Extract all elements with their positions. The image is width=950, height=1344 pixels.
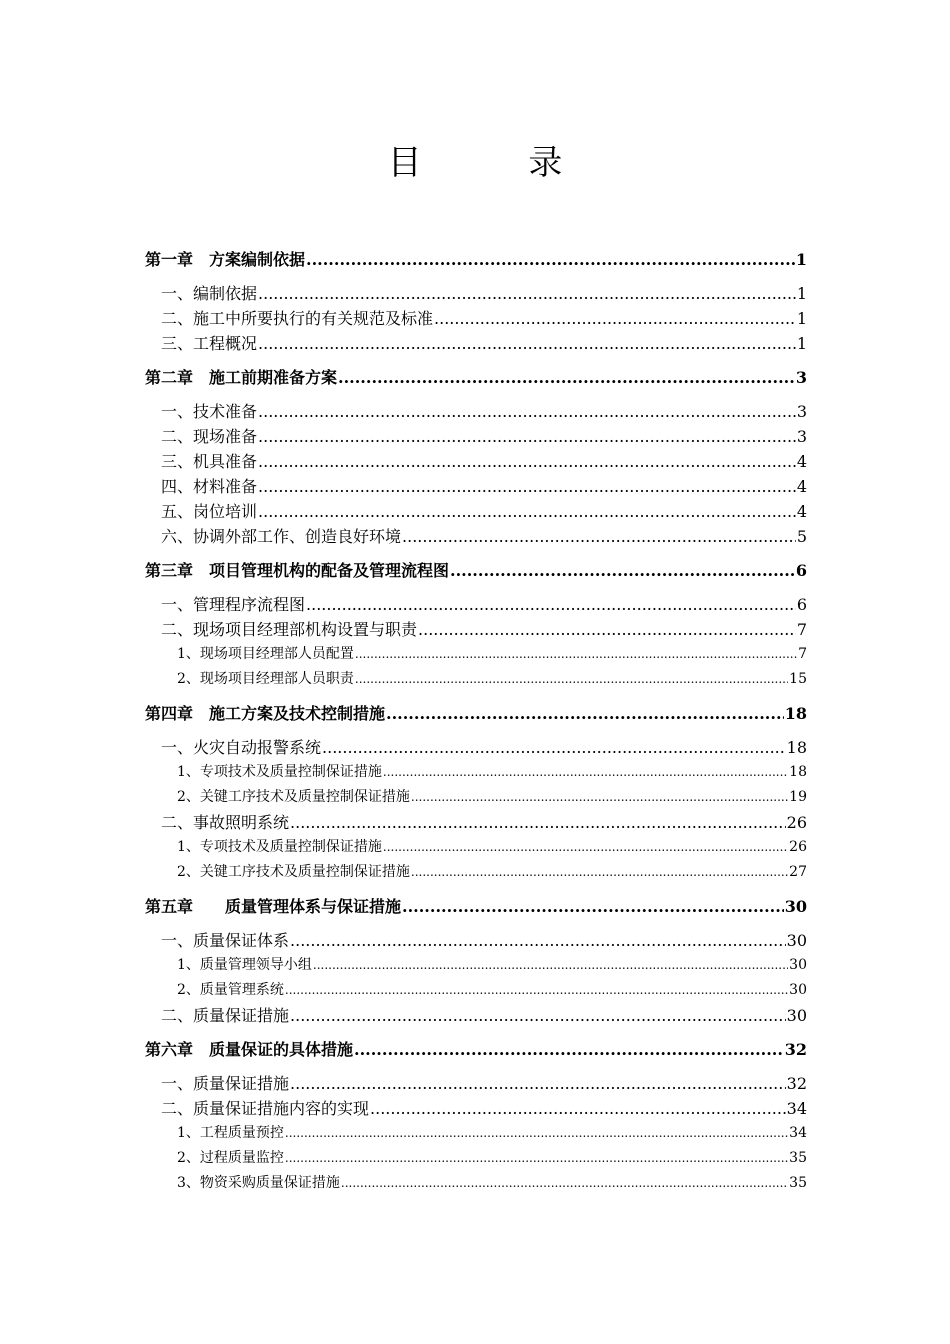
toc-page-number: 32: [784, 1040, 807, 1059]
toc-page-number: 4: [796, 452, 807, 471]
toc-entry[interactable]: [145, 760, 807, 785]
toc-leader-dots: [306, 247, 795, 272]
toc-entry-label: 五、岗位培训: [161, 502, 258, 521]
toc-entry-label: 2、过程质量监控: [177, 1150, 284, 1166]
toc-entry[interactable]: [145, 642, 807, 667]
toc-entry-label: 第四章 施工方案及技术控制措施: [145, 704, 386, 723]
toc-entry[interactable]: [145, 399, 807, 424]
toc-entry-label: 二、现场准备: [161, 427, 258, 446]
toc-entry-label: 2、质量管理系统: [177, 982, 284, 998]
toc-entry[interactable]: [145, 331, 807, 356]
toc-entry[interactable]: [145, 592, 807, 617]
toc-page-number: 35: [789, 1175, 807, 1191]
toc-entry-label: 一、管理程序流程图: [161, 595, 306, 614]
toc-leader-dots: [258, 499, 796, 524]
toc-page-number: 30: [789, 957, 807, 973]
toc-leader-dots: [355, 642, 797, 667]
toc-leader-dots: [434, 306, 796, 331]
toc-entry[interactable]: [145, 810, 807, 835]
toc-page-number: 3: [796, 402, 807, 421]
toc-leader-dots: [258, 281, 796, 306]
toc-leader-dots: [258, 331, 796, 356]
toc-entry[interactable]: [145, 667, 807, 692]
toc-page-number: 5: [796, 527, 807, 546]
toc-entry-label: 三、机具准备: [161, 452, 258, 471]
toc-entry-label: 第五章 质量管理体系与保证措施: [145, 897, 402, 916]
toc-leader-dots: [411, 785, 788, 810]
toc-entry[interactable]: [145, 281, 807, 306]
toc-page-number: 30: [786, 931, 807, 950]
toc-page-number: 32: [786, 1074, 807, 1093]
table-of-contents: [145, 247, 807, 1196]
toc-page-number: 4: [796, 477, 807, 496]
toc-leader-dots: [450, 558, 795, 583]
toc-page-number: 27: [789, 864, 807, 880]
toc-page-number: 3: [795, 368, 807, 387]
toc-leader-dots: [354, 1037, 784, 1062]
toc-entry[interactable]: [145, 860, 807, 885]
toc-entry[interactable]: [145, 474, 807, 499]
toc-entry-label: 3、物资采购质量保证措施: [177, 1175, 340, 1191]
toc-entry[interactable]: [145, 1171, 807, 1196]
toc-entry-label: 2、现场项目经理部人员职责: [177, 671, 354, 687]
toc-page-number: 1: [795, 250, 807, 269]
toc-page-number: 26: [786, 813, 807, 832]
toc-entry[interactable]: [145, 1096, 807, 1121]
toc-leader-dots: [290, 1071, 786, 1096]
toc-page-number: 34: [786, 1099, 807, 1118]
toc-chapter-entry[interactable]: [145, 894, 807, 919]
toc-leader-dots: [313, 953, 788, 978]
toc-entry-label: 六、协调外部工作、创造良好环境: [161, 527, 402, 546]
toc-leader-dots: [285, 1146, 788, 1171]
toc-page-number: 6: [796, 595, 807, 614]
toc-entry-label: 2、关键工序技术及质量控制保证措施: [177, 864, 410, 880]
toc-page-number: 4: [796, 502, 807, 521]
toc-chapter-entry[interactable]: [145, 247, 807, 272]
toc-page-number: 15: [789, 671, 807, 687]
toc-page-number: 30: [789, 982, 807, 998]
toc-entry[interactable]: [145, 1121, 807, 1146]
toc-page-number: 18: [789, 764, 807, 780]
toc-entry-label: 一、质量保证体系: [161, 931, 290, 950]
toc-leader-dots: [383, 835, 788, 860]
toc-page-number: 1: [796, 309, 807, 328]
toc-entry[interactable]: [145, 499, 807, 524]
toc-entry[interactable]: [145, 424, 807, 449]
toc-entry[interactable]: [145, 524, 807, 549]
toc-entry-label: 二、质量保证措施: [161, 1006, 290, 1025]
toc-entry-label: 一、火灾自动报警系统: [161, 738, 322, 757]
toc-page-number: 18: [786, 738, 807, 757]
toc-entry-label: 二、现场项目经理部机构设置与职责: [161, 620, 418, 639]
toc-entry[interactable]: [145, 928, 807, 953]
toc-page-number: 19: [789, 789, 807, 805]
toc-page-number: 3: [796, 427, 807, 446]
toc-page-number: 6: [795, 561, 807, 580]
toc-page-number: 26: [789, 839, 807, 855]
toc-entry-label: 一、技术准备: [161, 402, 258, 421]
toc-leader-dots: [402, 894, 784, 919]
toc-chapter-entry[interactable]: [145, 558, 807, 583]
toc-leader-dots: [258, 399, 796, 424]
toc-page-number: 30: [784, 897, 807, 916]
toc-leader-dots: [341, 1171, 788, 1196]
toc-leader-dots: [290, 928, 786, 953]
toc-leader-dots: [290, 810, 786, 835]
toc-page-number: 34: [789, 1125, 807, 1141]
toc-entry-label: 二、质量保证措施内容的实现: [161, 1099, 370, 1118]
toc-entry[interactable]: [145, 1146, 807, 1171]
toc-entry[interactable]: [145, 953, 807, 978]
toc-leader-dots: [258, 474, 796, 499]
toc-chapter-entry[interactable]: [145, 1037, 807, 1062]
toc-entry-label: 二、事故照明系统: [161, 813, 290, 832]
toc-entry-label: 一、编制依据: [161, 284, 258, 303]
toc-entry[interactable]: [145, 735, 807, 760]
toc-entry[interactable]: [145, 1003, 807, 1028]
toc-page-number: 1: [796, 284, 807, 303]
toc-page-number: 7: [796, 620, 807, 639]
toc-chapter-entry[interactable]: [145, 365, 807, 390]
toc-page-number: 7: [798, 646, 807, 662]
toc-leader-dots: [402, 524, 796, 549]
toc-entry-label: 四、材料准备: [161, 477, 258, 496]
toc-leader-dots: [386, 701, 784, 726]
toc-entry[interactable]: [145, 449, 807, 474]
toc-entry[interactable]: [145, 785, 807, 810]
toc-entry-label: 第三章 项目管理机构的配备及管理流程图: [145, 561, 450, 580]
toc-leader-dots: [355, 667, 788, 692]
toc-entry[interactable]: [145, 617, 807, 642]
toc-leader-dots: [411, 860, 788, 885]
toc-leader-dots: [418, 617, 796, 642]
toc-entry[interactable]: [145, 835, 807, 860]
toc-leader-dots: [383, 760, 788, 785]
toc-entry-label: 一、质量保证措施: [161, 1074, 290, 1093]
toc-leader-dots: [258, 449, 796, 474]
toc-entry-label: 1、工程质量预控: [177, 1125, 284, 1141]
toc-page-number: 1: [796, 334, 807, 353]
toc-entry-label: 2、关键工序技术及质量控制保证措施: [177, 789, 410, 805]
toc-chapter-entry[interactable]: [145, 701, 807, 726]
toc-entry-label: 第二章 施工前期准备方案: [145, 368, 338, 387]
toc-entry-label: 1、现场项目经理部人员配置: [177, 646, 354, 662]
toc-entry[interactable]: [145, 978, 807, 1003]
toc-leader-dots: [285, 1121, 788, 1146]
page-title: 目 录: [387, 143, 611, 183]
toc-leader-dots: [322, 735, 786, 760]
toc-entry-label: 第六章 质量保证的具体措施: [145, 1040, 354, 1059]
toc-page-number: 35: [789, 1150, 807, 1166]
toc-leader-dots: [258, 424, 796, 449]
toc-leader-dots: [338, 365, 795, 390]
toc-leader-dots: [370, 1096, 786, 1121]
toc-entry-label: 第一章 方案编制依据: [145, 250, 306, 269]
toc-page-number: 18: [784, 704, 807, 723]
toc-leader-dots: [306, 592, 796, 617]
toc-leader-dots: [285, 978, 788, 1003]
toc-page-number: 30: [786, 1006, 807, 1025]
toc-entry[interactable]: [145, 1071, 807, 1096]
toc-entry-label: 1、质量管理领导小组: [177, 957, 312, 973]
toc-leader-dots: [290, 1003, 786, 1028]
toc-entry[interactable]: [145, 306, 807, 331]
toc-entry-label: 1、专项技术及质量控制保证措施: [177, 839, 382, 855]
toc-entry-label: 1、专项技术及质量控制保证措施: [177, 764, 382, 780]
toc-entry-label: 三、工程概况: [161, 334, 258, 353]
toc-entry-label: 二、施工中所要执行的有关规范及标准: [161, 309, 434, 328]
